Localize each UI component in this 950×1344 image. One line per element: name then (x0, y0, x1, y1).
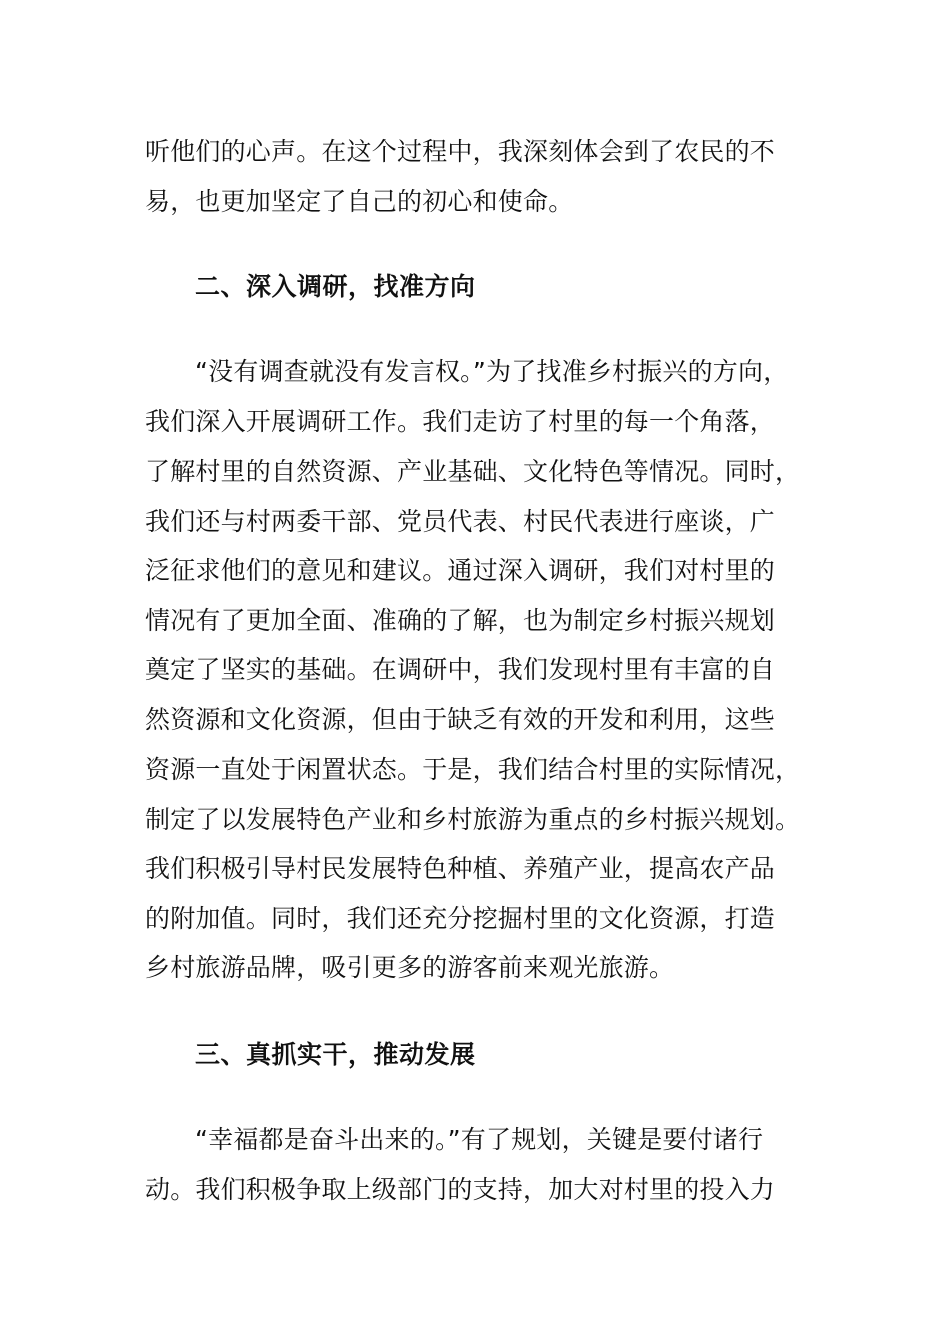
paragraph-line: 易，也更加坚定了自己的初心和使命。 (145, 187, 574, 216)
paragraph-line: “没有调查就没有发言权。”为了找准乡村振兴的方向， (195, 357, 789, 386)
paragraph-line: 的附加值。同时，我们还充分挖掘村里的文化资源，打造 (145, 904, 776, 933)
paragraph-line: 听他们的心声。在这个过程中，我深刻体会到了农民的不 (145, 137, 776, 166)
paragraph-line: 泛征求他们的意见和建议。通过深入调研，我们对村里的 (145, 556, 776, 585)
paragraph-line: 我们深入开展调研工作。我们走访了村里的每一个角落， (145, 407, 776, 436)
paragraph-line: 乡村旅游品牌，吸引更多的游客前来观光旅游。 (145, 953, 675, 982)
paragraph-line: “幸福都是奋斗出来的。”有了规划，关键是要付诸行 (195, 1125, 764, 1154)
section-heading: 二、深入调研，找准方向 (195, 272, 476, 301)
paragraph-line: 然资源和文化资源，但由于缺乏有效的开发和利用，这些 (145, 705, 776, 734)
paragraph-line: 了解村里的自然资源、产业基础、文化特色等情况。同时， (145, 457, 801, 486)
paragraph-line: 动。我们积极争取上级部门的支持，加大对村里的投入力 (145, 1175, 776, 1204)
paragraph-line: 我们还与村两委干部、党员代表、村民代表进行座谈，广 (145, 507, 776, 536)
paragraph-line: 资源一直处于闲置状态。于是，我们结合村里的实际情况， (145, 755, 801, 784)
paragraph-line: 奠定了坚实的基础。在调研中，我们发现村里有丰富的自 (145, 655, 776, 684)
paragraph-line: 我们积极引导村民发展特色种植、养殖产业，提高农产品 (145, 854, 776, 883)
paragraph-line: 制定了以发展特色产业和乡村旅游为重点的乡村振兴规划。 (145, 805, 801, 834)
paragraph-line: 情况有了更加全面、准确的了解，也为制定乡村振兴规划 (145, 606, 776, 635)
section-heading: 三、真抓实干，推动发展 (195, 1040, 476, 1069)
